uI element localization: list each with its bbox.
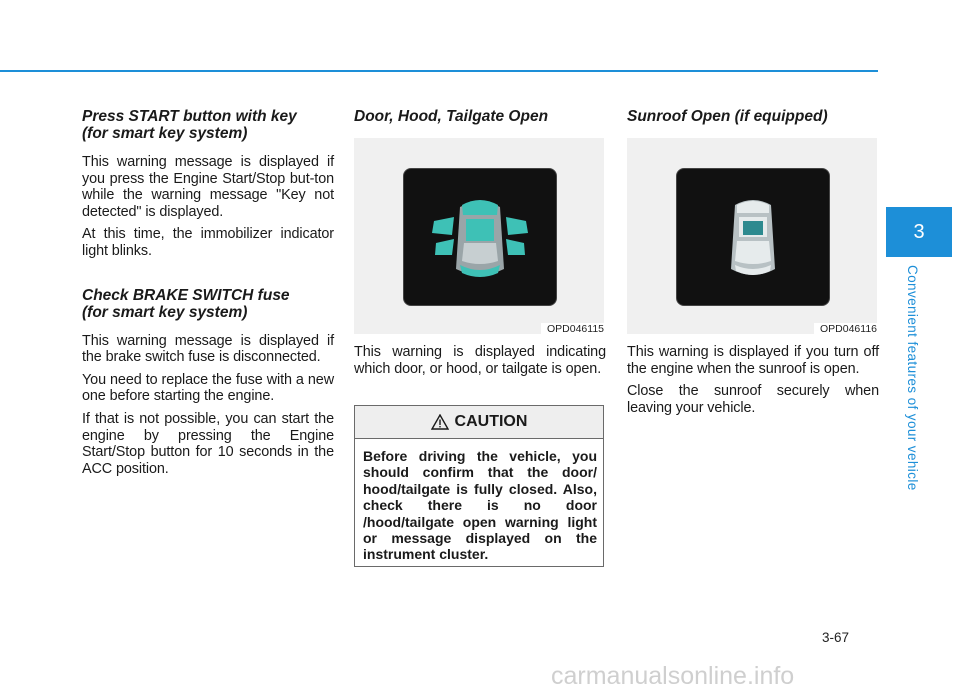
paragraph: This warning message is displayed if the brake switch fuse is disconnected. [82,332,334,366]
figure-code: OPD046116 [814,323,877,335]
car-doors-open-icon [404,169,556,305]
watermark: carmanualsonline.info [551,662,795,690]
section-title-sunroof: Sunroof Open (if equipped) [627,108,828,125]
caution-label: CAUTION [454,413,528,430]
figure-code: OPD046115 [541,323,604,335]
column-right [627,108,879,416]
caution-header [355,406,603,439]
page-number: 3-67 [822,630,850,645]
chapter-tab: 3 [886,207,952,257]
column-middle [354,108,606,563]
door-open-figure [354,138,604,334]
section-title-start-button: Press START button with key (for smart key system) [82,108,297,142]
car-sunroof-open-icon [677,169,829,305]
paragraph: At this time, the immobilizer indicator light blinks. [82,226,334,259]
cluster-display [676,168,830,306]
column-left [82,108,334,477]
chapter-title: Convenient features of your vehicle [905,265,920,491]
caution-box [354,405,604,567]
paragraph: This warning message is displayed if you press the Engine Start/Stop but-ton while the warning message "Key not detected" is displayed. [82,154,334,220]
warning-triangle-icon [431,414,449,430]
paragraph: If that is not possible, you can start the engine by pressing the Engine Start/Stop button for 10 seconds in the ACC position. [82,410,334,477]
sunroof-open-figure [627,138,877,334]
paragraph: You need to replace the fuse with a new one before starting the engine. [82,371,334,405]
section-title-brake-switch: Check BRAKE SWITCH fuse (for smart key system) [82,286,290,321]
paragraph: This warning is displayed indicating which door, or hood, or tailgate is open. [354,344,606,377]
paragraph: Close the sunroof securely when leaving your vehicle. [627,383,879,416]
paragraph: This warning is displayed if you turn off the engine when the sunroof is open. [627,344,879,377]
cluster-display [403,168,557,306]
header-rule [0,70,878,72]
section-title-door-open: Door, Hood, Tailgate Open [354,108,549,125]
caution-text: Before driving the vehicle, you should confirm that the door/ hood/tailgate is fully closed. Also, check there is no door /hood/tailgate open warning light or message displayed on the instrument cluster. [363,448,597,563]
